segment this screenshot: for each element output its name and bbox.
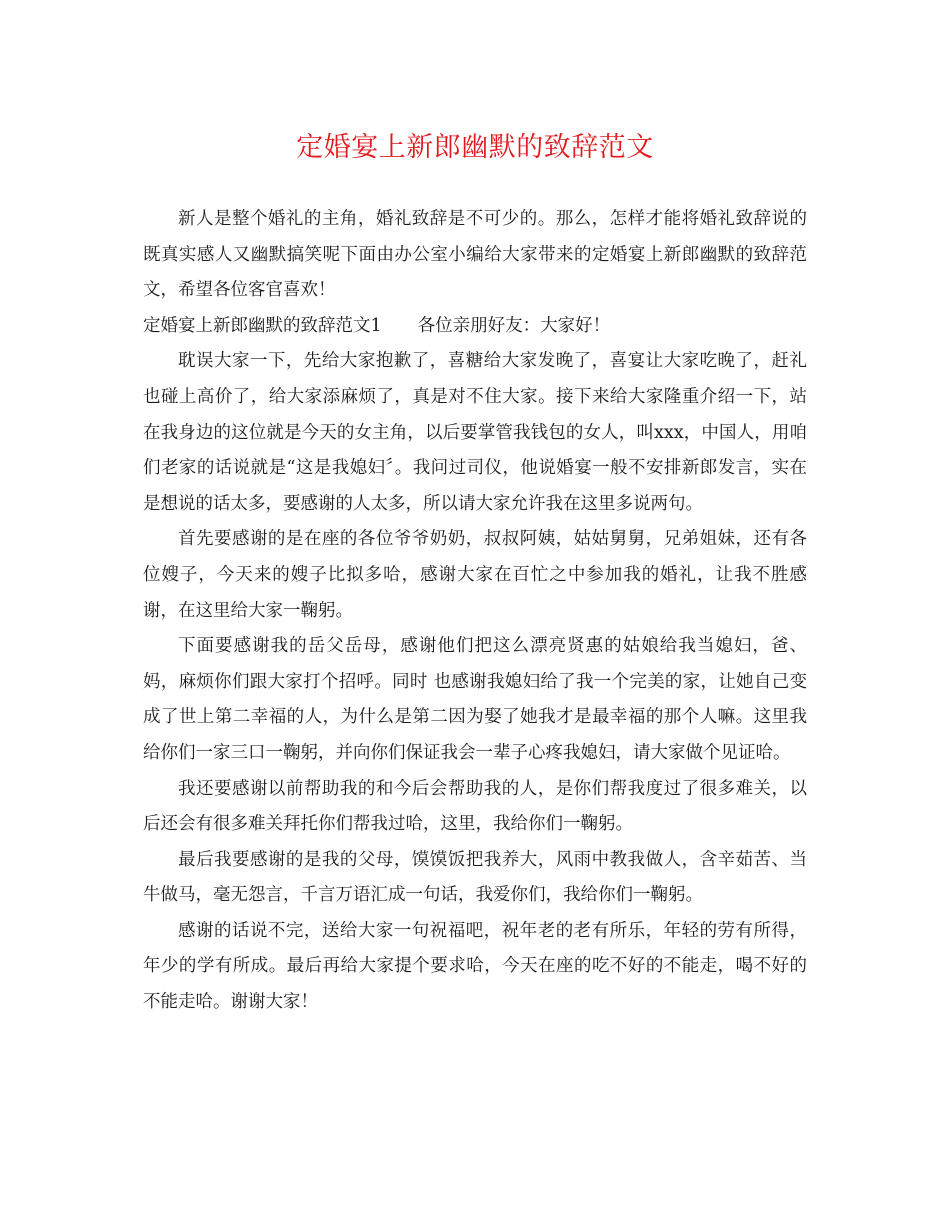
intro-paragraph: 新人是整个婚礼的主角，婚礼致辞是不可少的。那么，怎样才能将婚礼致辞说的既真实感人又幽默搞笑呢下面由办公室小编给大家带来的定婚宴上新郎幽默的致辞范文，希望各位客官喜欢！: [143, 209, 807, 301]
section-heading: 定婚宴上新郎幽默的致辞范文1: [143, 315, 382, 336]
paragraph-thanks-elders: 首先要感谢的是在座的各位爷爷奶奶，叔叔阿姨，姑姑舅舅，兄弟姐妹，还有各位嫂子，今天来的嫂子比拟多哈，感谢大家在百忙之中参加我的婚礼，让我不胜感谢，在这里给大家一鞠躬。: [143, 529, 807, 621]
paragraph-thanks-in-laws: 下面要感谢我的岳父岳母，感谢他们把这么漂亮贤惠的姑娘给我当媳妇，爸、妈，麻烦你们跟大家打个招呼。同时 也感谢我媳妇给了我一个完美的家，让她自己变成了世上第二幸福的人，为什么是第二因为娶了她我才是最幸福的那个人嘛。这里我给你们一家三口一鞠躬，并向你们保证我会一辈子心疼我媳妇，请大家做个见证哈。: [143, 636, 807, 763]
paragraph-thanks-helpers: 我还要感谢以前帮助我的和今后会帮助我的人，是你们帮我度过了很多难关，以后还会有很多难关拜托你们帮我过哈，这里，我给你们一鞠躬。: [143, 778, 807, 835]
paragraph-closing-blessing: 感谢的话说不完，送给大家一句祝福吧，祝年老的老有所乐，年轻的劳有所得，年少的学有所成。最后再给大家提个要求哈，今天在座的吃不好的不能走，喝不好的不能走哈。谢谢大家！: [143, 920, 807, 1013]
paragraph-apology-introduction: 耽误大家一下，先给大家抱歉了，喜糖给大家发晚了，喜宴让大家吃晚了，赶礼也碰上高价了，给大家添麻烦了，真是对不住大家。接下来给大家隆重介绍一下，站在我身边的这位就是今天的女主角，以后要掌管我钱包的女人，叫xxx，中国人，用咱们老家的话说就是“这是我媳妇〞。我问过司仪，他说婚宴一般不安排新郎发言，实在是想说的话太多，要感谢的人太多，所以请大家允许我在这里多说两句。: [143, 351, 807, 514]
document-body: [143, 202, 807, 1021]
document-title: 定婚宴上新郎幽默的致辞范文: [296, 132, 654, 163]
greeting: 各位亲朋好友：大家好！: [417, 315, 611, 336]
section-heading-line: [143, 309, 807, 345]
paragraph-thanks-parents: 最后我要感谢的是我的父母，馍馍饭把我养大，风雨中教我做人，含辛茹苦、当牛做马，毫无怨言，千言万语汇成一句话，我爱你们，我给你们一鞠躬。: [143, 849, 807, 906]
